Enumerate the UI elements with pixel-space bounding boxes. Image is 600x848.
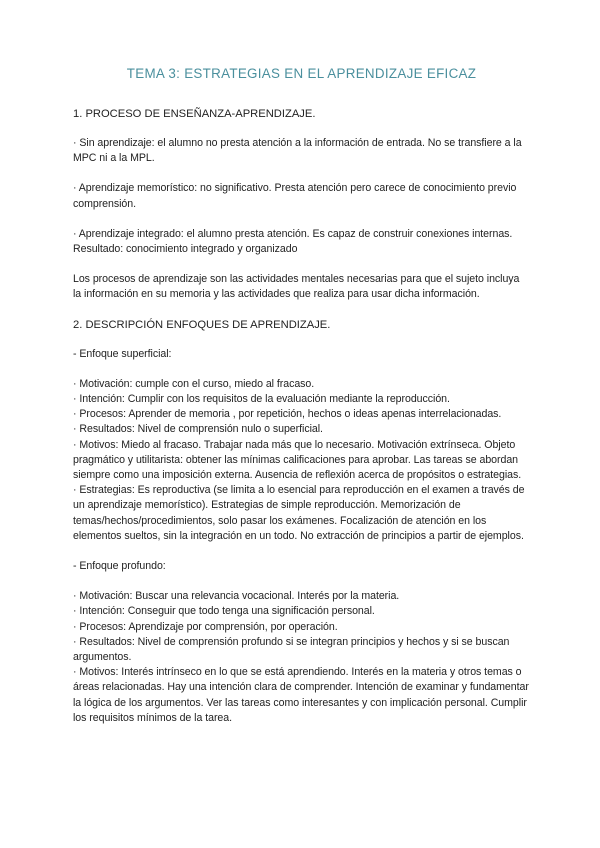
superficial-item-motivacion: · Motivación: cumple con el curso, miedo al fracaso. — [73, 377, 315, 390]
section-1-heading: 1. PROCESO DE ENSEÑANZA-APRENDIZAJE. — [73, 108, 316, 120]
profundo-item-procesos: · Procesos: Aprendizaje por comprensión, por operación. — [73, 620, 338, 633]
superficial-item-procesos: · Procesos: Aprender de memoria , por repetición, hechos o ideas apenas interrelacionadas. — [73, 408, 502, 421]
page-title: TEMA 3: ESTRATEGIAS EN EL APRENDIZAJE EFICAZ — [126, 66, 477, 81]
section-1-item-sin-aprendizaje: · Sin aprendizaje: el alumno no presta atención a la información de entrada. No se transfiere a la MPC ni a la MPL. — [73, 137, 522, 165]
profundo-item-motivacion: · Motivación: Buscar una relevancia vocacional. Interés por la materia. — [73, 590, 400, 603]
profundo-item-resultados: · Resultados: Nivel de comprensión profundo si se integran principios y hechos y si se buscan argumentos. — [73, 635, 510, 664]
section-1-paragraph: Los procesos de aprendizaje son las actividades mentales necesarias para que el sujeto incluya la información en su memoria y las actividades que realiza para usar dicha información. — [73, 273, 520, 301]
profundo-item-intencion: · Intención: Conseguir que todo tenga una significación personal. — [73, 605, 375, 618]
profundo-item-motivos: · Motivos: Interés intrínseco en lo que se está aprendiendo. Interés en la materia y otros temas o áreas relacionadas. Hay una intención clara de comprender. Intención de examinar y fundamentar la lógica de los argumentos. Ver las tareas como interesantes y con implicación personal. Cumplir los requisitos mínimos de la tarea. — [73, 666, 529, 724]
superficial-item-resultados: · Resultados: Nivel de comprensión nulo o superficial. — [73, 423, 323, 436]
section-1-item-memoristico: · Aprendizaje memorístico: no significativo. Presta atención pero carece de conocimiento previo comprensión. — [73, 182, 517, 210]
superficial-label: - Enfoque superficial: — [73, 347, 172, 360]
profundo-label: - Enfoque profundo: — [73, 560, 166, 573]
superficial-item-intencion: · Intención: Cumplir con los requisitos de la evaluación mediante la reproducción. — [73, 393, 450, 406]
superficial-item-motivos: · Motivos: Miedo al fracaso. Trabajar nada más que lo necesario. Motivación extrínseca. Objeto pragmático y utilitarista: obtener las mínimas calificaciones para aprobar. Las tareas se abordan siempre como una imposición externa. Ausencia de reflexión acerca de propósitos o estrategias. — [73, 438, 522, 482]
section-2-heading: 2. DESCRIPCIÓN ENFOQUES DE APRENDIZAJE. — [73, 318, 331, 331]
section-1-item-integrado: · Aprendizaje integrado: el alumno presta atención. Es capaz de construir conexiones internas. Resultado: conocimiento integrado y organizado — [73, 227, 513, 256]
superficial-item-estrategias: · Estrategias: Es reproductiva (se limita a lo esencial para reproducción en el examen a través de un aprendizaje memorístico). Estrategias de simple reproducción. Memorización de temas/hechos/procedimientos, solo pasar los exámenes. Focalización de atención en los elementos sueltos, sin la integración en un todo. No extracción de principios a partir de ejemplos. — [73, 484, 525, 542]
